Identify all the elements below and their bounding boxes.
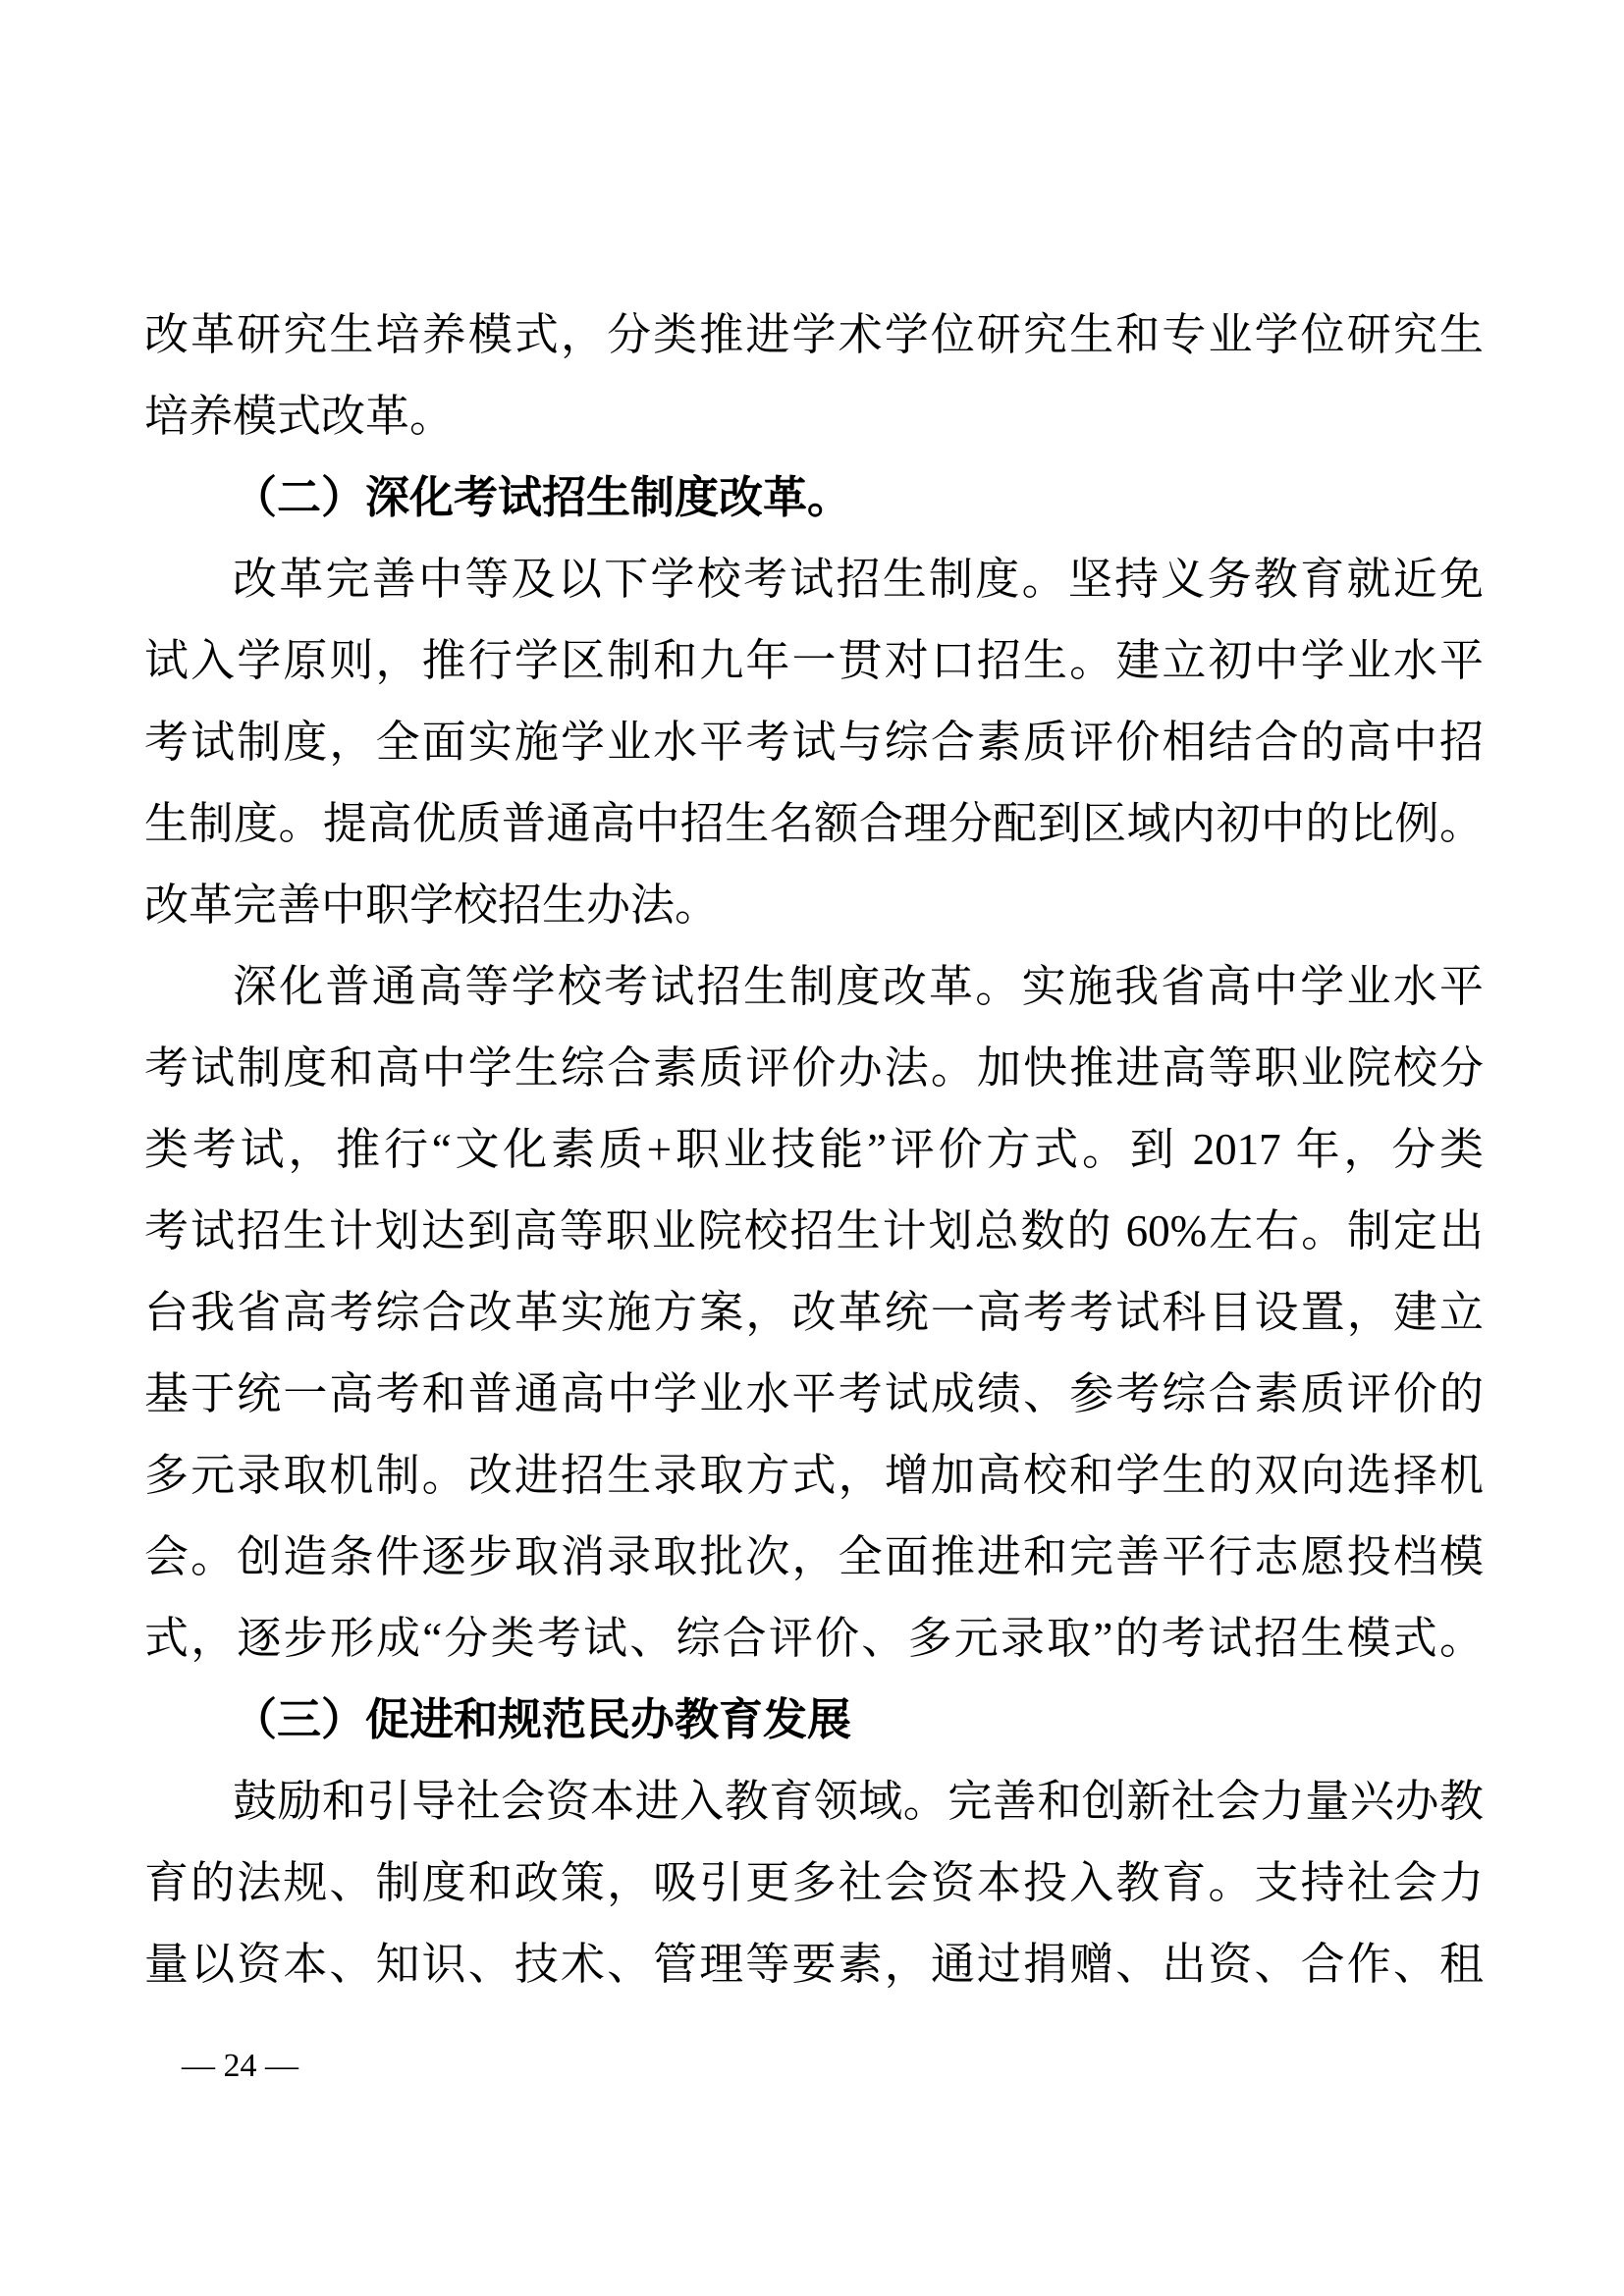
paragraph-line: 改革完善中等及以下学校考试招生制度。坚持义务教育就近免	[233, 555, 1484, 604]
paragraph-line: 育的法规、制度和政策，吸引更多社会资本投入教育。支持社会力	[144, 1858, 1484, 1907]
paragraph-line: 考试招生计划达到高等职业院校招生计划总数的 60%左右。制定出	[144, 1206, 1484, 1255]
paragraph-line: 类考试，推行“文化素质+职业技能”评价方式。到 2017 年，分类	[144, 1125, 1484, 1174]
paragraph-line: 鼓励和引导社会资本进入教育领域。完善和创新社会力量兴办教	[233, 1777, 1484, 1826]
paragraph-line: 生制度。提高优质普通高中招生名额合理分配到区域内初中的比例。	[144, 799, 1484, 848]
paragraph-line: 式，逐步形成“分类考试、综合评价、多元录取”的考试招生模式。	[144, 1614, 1484, 1663]
paragraph-line: 考试制度，全面实施学业水平考试与综合素质评价相结合的高中招	[144, 718, 1484, 767]
document-body	[144, 294, 1484, 2005]
paragraph-line: 改革完善中职学校招生办法。	[144, 881, 720, 930]
paragraph-line: 试入学原则，推行学区制和九年一贯对口招生。建立初中学业水平	[144, 636, 1484, 685]
paragraph-line: 会。创造条件逐步取消录取批次，全面推进和完善平行志愿投档模	[144, 1532, 1484, 1581]
section-heading: （三）促进和规范民办教育发展	[233, 1695, 852, 1744]
paragraph-line: 台我省高考综合改革实施方案，改革统一高考考试科目设置，建立	[144, 1288, 1484, 1337]
paragraph-line: 改革研究生培养模式，分类推进学术学位研究生和专业学位研究生	[144, 310, 1484, 359]
paragraph-line: 量以资本、知识、技术、管理等要素，通过捐赠、出资、合作、租	[144, 1940, 1484, 1989]
paragraph-line: 考试制度和高中学生综合素质评价办法。加快推进高等职业院校分	[144, 1043, 1484, 1093]
paragraph-line: 多元录取机制。改进招生录取方式，增加高校和学生的双向选择机	[144, 1451, 1484, 1500]
paragraph-line: 深化普通高等学校考试招生制度改革。实施我省高中学业水平	[233, 962, 1484, 1011]
section-heading: （二）深化考试招生制度改革。	[233, 473, 852, 522]
page-number: — 24 —	[182, 2048, 298, 2084]
paragraph-line: 基于统一高考和普通高中学业水平考试成绩、参考综合素质评价的	[144, 1369, 1484, 1418]
paragraph-line: 培养模式改革。	[144, 392, 455, 441]
